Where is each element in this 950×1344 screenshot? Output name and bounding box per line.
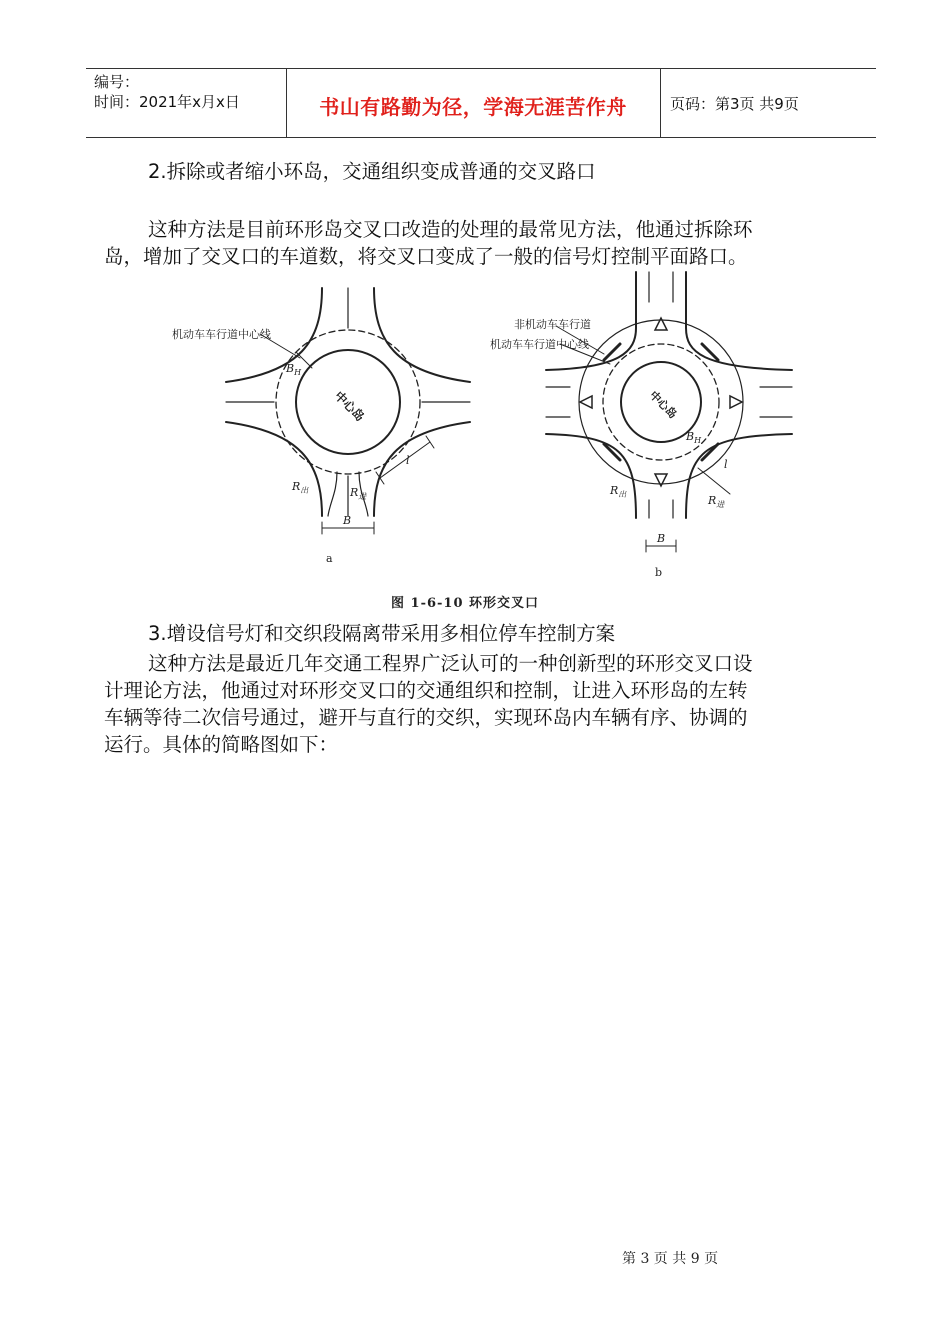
header-motto-cell	[286, 69, 661, 137]
paragraph-3-line-2: 计理论方法，他通过对环形交叉口的交通组织和控制，让进入环形岛的左转	[104, 679, 748, 702]
fig-b-bh: $B_H$	[686, 430, 702, 445]
paragraph-2-line-2: 岛，增加了交叉口的车道数，将交叉口变成了一般的信号灯控制平面路口。	[104, 245, 748, 268]
motto: 书山有路勤为径，学海无涯苦作舟	[319, 95, 627, 119]
time-label: 时间：2021年x月x日	[94, 93, 240, 111]
paragraph-2-line-1: 这种方法是目前环形岛交叉口改造的处理的最常见方法，他通过拆除环	[148, 218, 753, 241]
fig-b-nonmotor-label: 非机动车车行道	[514, 318, 591, 331]
paragraph-3-line-1: 这种方法是最近几年交通工程界广泛认可的一种创新型的环形交叉口设	[148, 652, 753, 675]
fig-a-l: l	[406, 454, 410, 467]
fig-b-r-out: $R_出$	[610, 484, 627, 499]
fig-b-sub: b	[655, 566, 663, 579]
figure-caption: 图 1-6-10 环形交叉口	[391, 596, 540, 611]
fig-a-bh: $B_H$	[286, 362, 302, 377]
fig-b-centerline-label: 机动车车行道中心线	[490, 338, 589, 351]
paragraph-3-line-3: 车辆等待二次信号通过，避开与直行的交织，实现环岛内车辆有序、协调的	[104, 706, 748, 729]
fig-b-r-in: $R_进$	[708, 494, 725, 509]
fig-a-b: B	[343, 514, 352, 527]
serial-label: 编号：	[94, 73, 140, 91]
page-header	[86, 68, 876, 138]
section-heading-2: 2.拆除或者缩小环岛，交通组织变成普通的交叉路口	[148, 160, 596, 183]
roundabout-figure	[172, 272, 800, 618]
fig-b-b: B	[657, 532, 666, 545]
fig-b-l: l	[724, 458, 728, 471]
fig-a-sub: a	[326, 552, 333, 565]
paragraph-3-line-4: 运行。具体的简略图如下：	[104, 733, 339, 756]
fig-a-center-island: 中心岛	[331, 388, 368, 424]
fig-a-r-out: $R_出$	[292, 480, 309, 495]
fig-a-centerline-label: 机动车车行道中心线	[172, 328, 271, 341]
section-heading-3: 3.增设信号灯和交织段隔离带采用多相位停车控制方案	[148, 622, 616, 645]
page-footer: 第 3 页 共 9 页	[622, 1251, 719, 1267]
page-label: 页码：第3页 共9页	[670, 95, 799, 113]
fig-a-r-in: $R_进$	[350, 486, 367, 501]
fig-b-center-island: 中心岛	[646, 388, 680, 422]
header-meta-cell	[86, 69, 287, 137]
header-page-cell	[661, 69, 876, 137]
